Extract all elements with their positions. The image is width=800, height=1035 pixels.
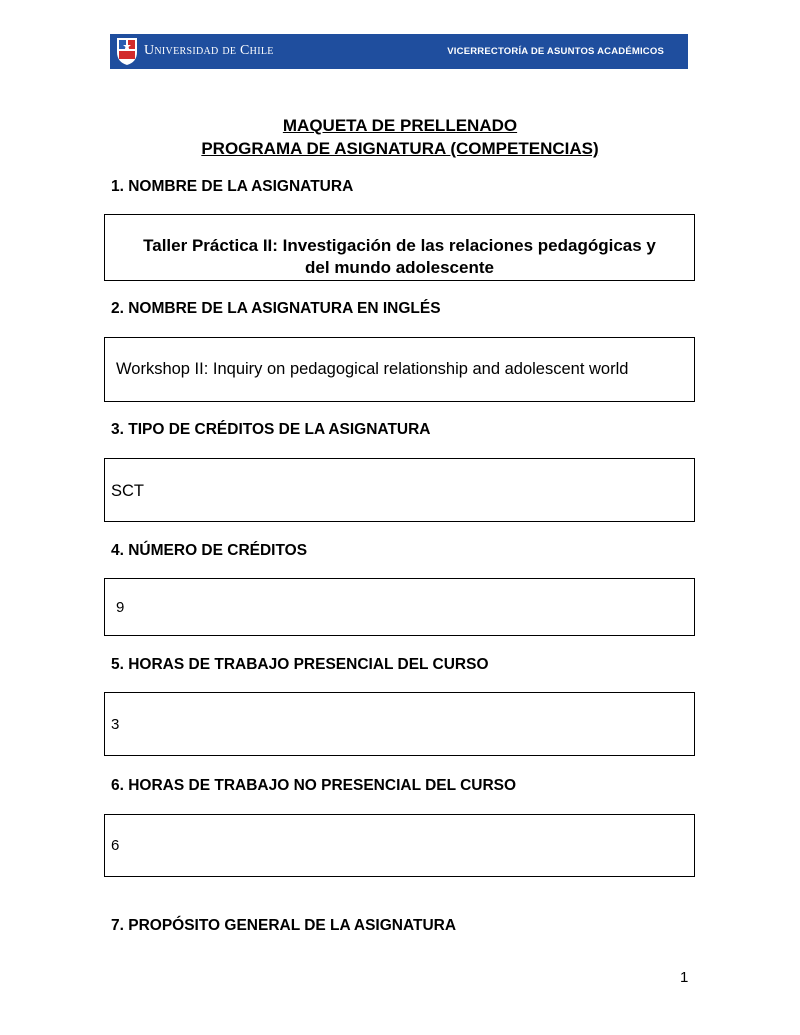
document-title: MAQUETA DE PRELLENADO — [282, 116, 518, 135]
course-name-line-1: Taller Práctica II: Investigación de las relaciones pedagógicas y — [143, 236, 656, 255]
document-subtitle: PROGRAMA DE ASIGNATURA (COMPETENCIAS) — [201, 139, 599, 158]
field-box-horas-no-presencial — [104, 814, 695, 877]
field-box-horas-presencial — [104, 692, 695, 756]
course-name-value — [105, 235, 694, 279]
credit-number-value: 9 — [116, 599, 125, 616]
section-heading-numero-creditos: 4. NÚMERO DE CRÉDITOS — [111, 542, 308, 559]
field-box-nombre — [104, 214, 695, 281]
field-box-nombre-ingles — [104, 337, 695, 402]
remote-hours-value: 6 — [111, 837, 120, 854]
course-name-english-value: Workshop II: Inquiry on pedagogical relationship and adolescent world — [116, 360, 629, 378]
section-heading-nombre-ingles: 2. NOMBRE DE LA ASIGNATURA EN INGLÉS — [111, 300, 441, 317]
field-box-numero-creditos — [104, 578, 695, 636]
credit-type-value: SCT — [111, 482, 144, 500]
page-number: 1 — [680, 969, 689, 986]
section-heading-horas-no-presencial: 6. HORAS DE TRABAJO NO PRESENCIAL DEL CURSO — [111, 777, 517, 794]
in-person-hours-value: 3 — [111, 716, 120, 733]
university-name: Universidad de Chile — [144, 43, 274, 58]
section-heading-horas-presencial: 5. HORAS DE TRABAJO PRESENCIAL DEL CURSO — [111, 656, 489, 673]
section-heading-proposito: 7. PROPÓSITO GENERAL DE LA ASIGNATURA — [111, 917, 457, 934]
section-heading-nombre: 1. NOMBRE DE LA ASIGNATURA — [111, 178, 354, 195]
vicerrectoria-label: VICERRECTORÍA DE ASUNTOS ACADÉMICOS — [447, 46, 664, 57]
university-banner — [110, 34, 688, 69]
university-crest-icon — [116, 37, 138, 66]
section-heading-tipo-creditos: 3. TIPO DE CRÉDITOS DE LA ASIGNATURA — [111, 421, 431, 438]
field-box-tipo-creditos — [104, 458, 695, 522]
course-name-line-2: del mundo adolescente — [305, 258, 494, 277]
